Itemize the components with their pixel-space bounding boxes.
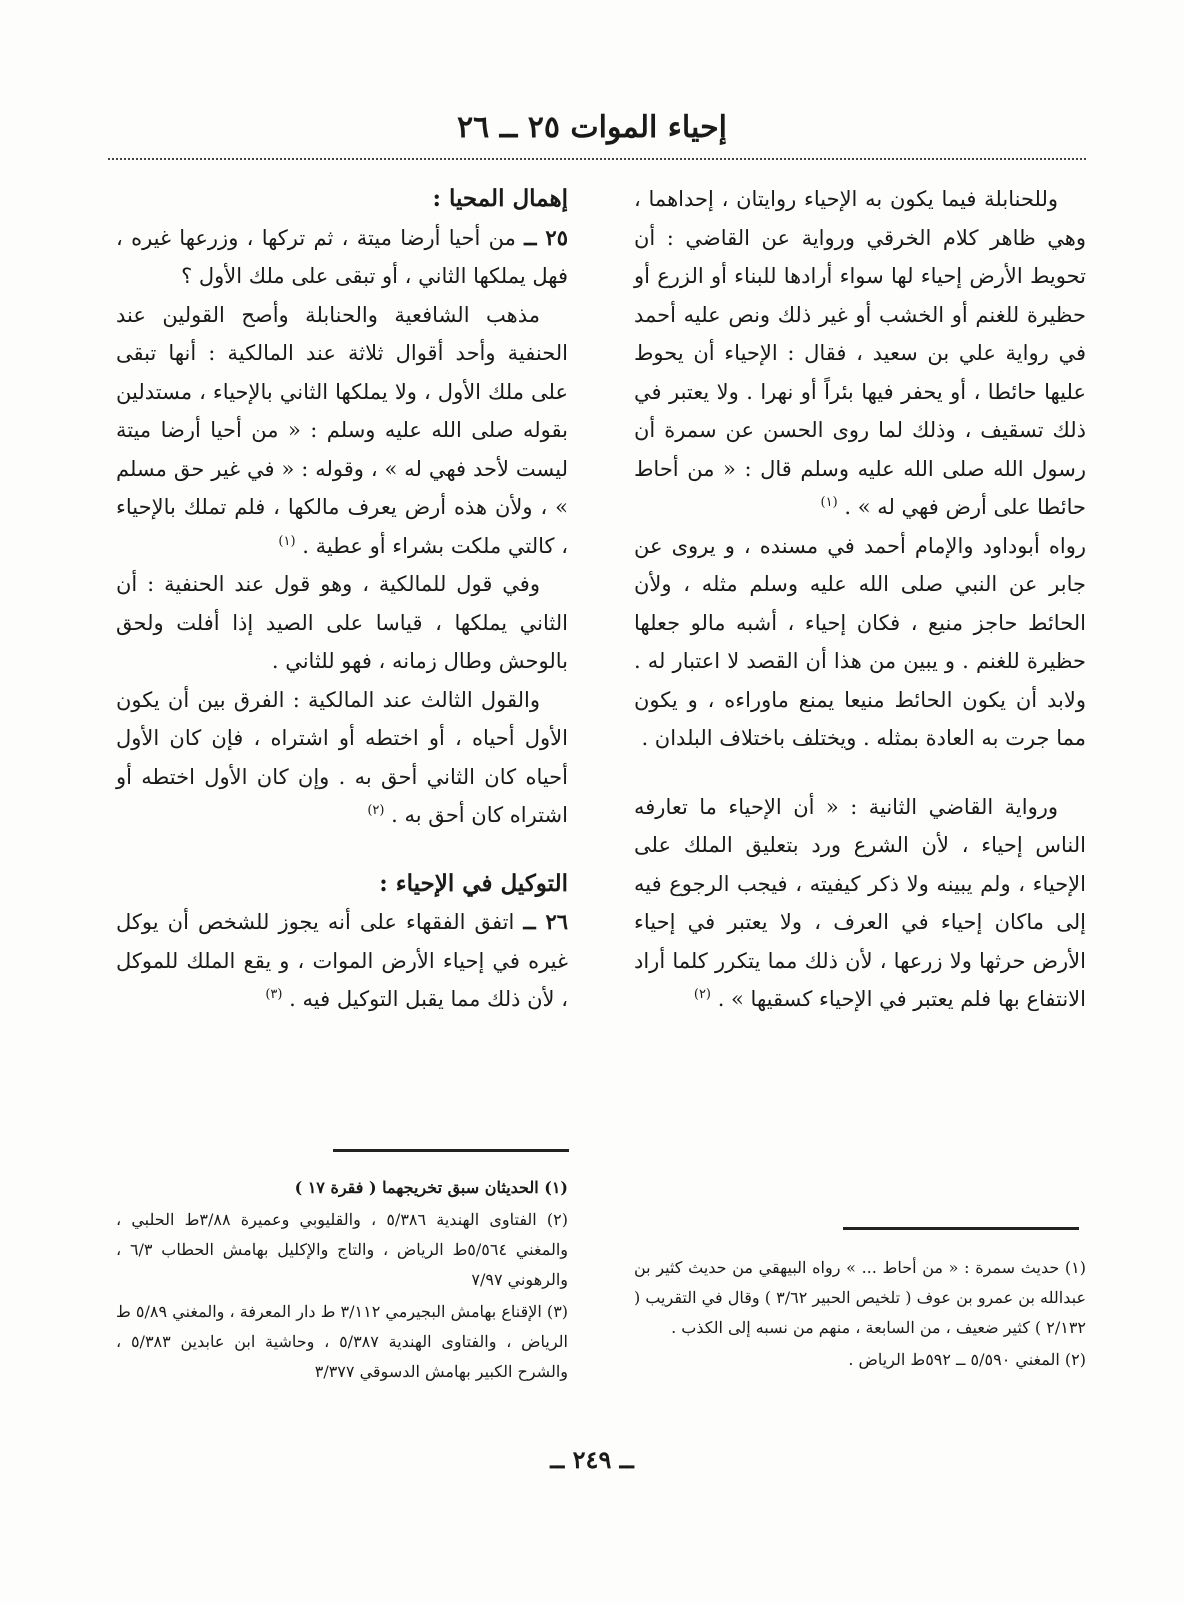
left-column: [116, 180, 568, 1019]
right-column: [634, 180, 1086, 1019]
page-number: ــ ٢٤٩ ــ: [550, 1445, 634, 1474]
paragraph-text: مذهب الشافعية والحنابلة وأصح القولين عند الحنفية وأحد أقوال ثلاثة عند المالكية : أنها تبقى على ملك الأول ، ولا يملكها الثاني بالإحياء ، مستدلين بقوله صلى الله عليه وسلم : « من أحيا أرضا ميتة ليست لأحد فهي له » ، وقوله : « في غير حق مسلم » ، ولأن هذه أرض يعرف مالكها ، فلم تملك بالإحياء ، كالتي ملكت بشراء أو عطية .: [116, 302, 568, 558]
paragraph-number: ٢٥ ــ: [524, 224, 568, 250]
footnote-ref[interactable]: (٢): [693, 987, 711, 1002]
paragraph-madhhab: [116, 296, 568, 566]
footnote-item: (١) حديث سمرة : « من أحاط ... » رواه البيهقي من حديث كثير بن عبدالله بن عمرو بن عوف ( تلخيص الحبير ٣/٦٢ ) وقال في التقريب ( ٢/١٣٢ ) كثير ضعيف ، من السابعة ، منهم من نسبه إلى الكذب .: [634, 1258, 1086, 1337]
paragraph-25: [116, 219, 568, 296]
paragraph-maliki-qawl: وفي قول للمالكية ، وهو قول عند الحنفية : أن الثاني يملكها ، قياسا على الصيد إذا أفلت ولحق بالوحش وطال زمانه ، فهو للثاني .: [116, 572, 568, 673]
footnote-item: (١) الحديثان سبق تخريجهما ( فقرة ١٧ ): [294, 1178, 568, 1197]
header-divider: [108, 158, 1086, 160]
footnote-divider-left: [333, 1149, 569, 1152]
paragraph-text: ورواية القاضي الثانية : « أن الإحياء ما تعارفه الناس إحياء ، لأن الشرع ورد بتعليق الملك على الإحياء ، ولم يبينه ولا ذكر كيفيته ، فيجب الرجوع فيه إلى ماكان إحياء في العرف ، ولا يعتبر في إحياء الأرض حرثها ولا زرعها ، لأن ذلك مما يتكرر كلما أراد الانتفاع بها فلم يعتبر في الإحياء كسقيها » .: [634, 794, 1086, 1011]
section-title-neglect: إهمال المحيا :: [432, 185, 568, 212]
footnote-item: (٢) الفتاوى الهندية ٥/٣٨٦ ، والقليوبي وعميرة ٣/٨٨ط الحلبي ، والمغني ٥/٥٦٤ط الرياض ، والتاج والإكليل بهامش الحطاب ٦/٣ ، والرهوني ٧/٩٧: [116, 1210, 569, 1289]
paragraph-hanabila: [634, 180, 1086, 527]
footnotes-right: [634, 1253, 1086, 1377]
paragraph-26: [116, 903, 568, 1019]
footnote-ref[interactable]: (١): [820, 495, 838, 510]
footnote-item: (٢) المغني ٥/٥٩٠ ــ ٥٩٢ط الرياض .: [848, 1350, 1086, 1369]
footnote-divider-right: [843, 1227, 1079, 1230]
paragraph-qadi-second: [634, 788, 1086, 1019]
footnotes-left: [116, 1173, 568, 1389]
footnote-ref[interactable]: (١): [278, 533, 296, 549]
footnote-ref[interactable]: (٢): [367, 803, 385, 818]
footnote-ref[interactable]: (٣): [265, 987, 283, 1002]
section-title-delegation: التوكيل في الإحياء :: [379, 869, 568, 897]
running-header: إحياء الموات ٢٥ ــ ٢٦: [457, 110, 727, 145]
footnote-item: (٣) الإقناع بهامش البجيرمي ٣/١١٢ ط دار المعرفة ، والمغني ٥/٨٩ ط الرياض ، والفتاوى الهندية ٥/٣٨٧ ، وحاشية ابن عابدين ٥/٣٨٣ ، والشرح الكبير بهامش الدسوقي ٣/٣٧٧: [116, 1302, 569, 1381]
paragraph-text: اتفق الفقهاء على أنه يجوز للشخص أن يوكل غيره في إحياء الأرض الموات ، و يقع الملك للموكل ، لأن ذلك مما يقبل التوكيل فيه .: [116, 910, 568, 1011]
paragraph-text: وللحنابلة فيما يكون به الإحياء روايتان ، إحداهما ، وهي ظاهر كلام الخرقي ورواية عن القاضي : أن تحويط الأرض إحياء لها سواء أرادها للبناء أو الزرع أو حظيرة للغنم أو الخشب أو غير ذلك ونص عليه أحمد في رواية علي بن سعيد ، فقال : الإحياء أن يحوط عليها حائطا ، أو يحفر فيها بئراً أو نهرا . ولا يعتبر في ذلك تسقيف ، وذلك لما روى الحسن عن سمرة أن رسول الله صلى الله عليه وسلم قال : « من أحاط حائطا على أرض فهي له » .: [634, 187, 1086, 519]
paragraph-text: من أحيا أرضا ميتة ، ثم تركها ، وزرعها غيره ، فهل يملكها الثاني ، أو تبقى على ملك الأول ؟: [116, 225, 568, 288]
paragraph-abu-dawud: رواه أبوداود والإمام أحمد في مسنده ، و يروى عن جابر عن النبي صلى الله عليه وسلم مثله ، ولأن الحائط حاجز منيع ، فكان إحياء ، أشبه مالو جعلها حظيرة للغنم . و يبين من هذا أن القصد لا اعتبار له . ولابد أن يكون الحائط منيعا يمنع ماوراءه ، و يكون مما جرت به العادة بمثله . ويختلف باختلاف البلدان .: [634, 533, 1086, 750]
paragraph-text: والقول الثالث عند المالكية : الفرق بين أن يكون الأول أحياه ، أو اختطه أو اشتراه ، فإن كان الأول أحياه كان الثاني أحق به . وإن كان الأول اختطه أو اشتراه كان أحق به .: [116, 687, 568, 827]
paragraph-number: ٢٦ ــ: [523, 909, 568, 934]
paragraph-third-opinion: [116, 681, 568, 835]
